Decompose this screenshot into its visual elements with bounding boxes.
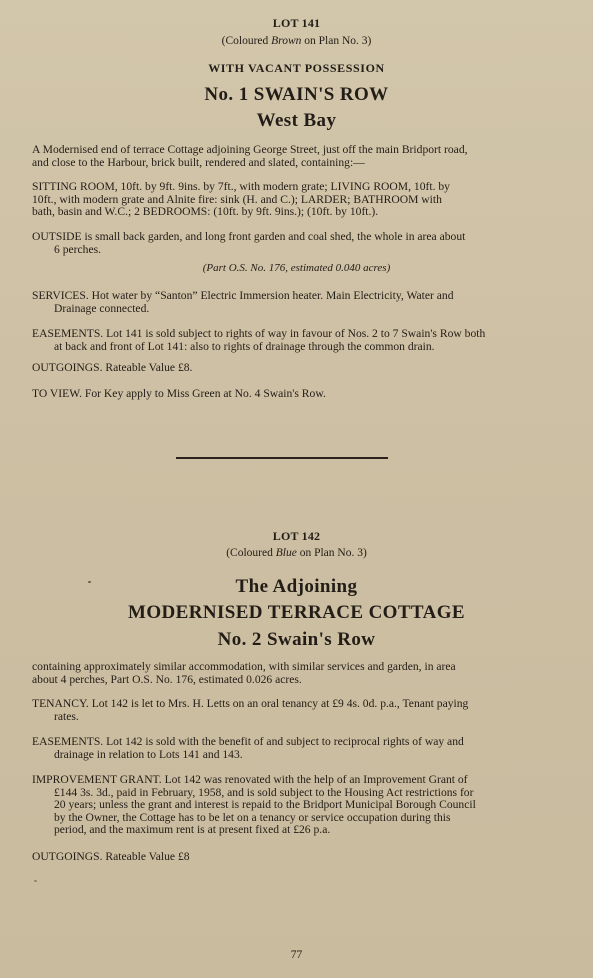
lot-142-contains: containing approximately similar accommodation, with similar services and garden, in area about 4 perches, Part O.S. No. 176, estimated 0.026 acres. bbox=[32, 660, 456, 686]
lot-142-subtitle: (Coloured Blue on Plan No. 3) bbox=[226, 547, 367, 559]
lot-141-heading: No. 1 SWAIN'S ROW bbox=[204, 84, 389, 105]
lot-141-services: SERVICES. Hot water by “Santon” Electric Immersion heater. Main Electricity, Water and Drainage connected. bbox=[32, 289, 454, 315]
lot-141-os-note: (Part O.S. No. 176, estimated 0.040 acres) bbox=[202, 262, 391, 274]
lot-142-heading-cottage: MODERNISED TERRACE COTTAGE bbox=[128, 602, 465, 623]
paper-speck bbox=[34, 880, 37, 882]
lot-142-improvement-grant: IMPROVEMENT GRANT. Lot 142 was renovated with the help of an Improvement Grant of £144 3s. 3d., paid in February, 1958, and is sold subject to the Housing Act restrictions for 20 years; unless the grant and interest is repaid to the Bridport Municipal Borough Council by the Owner, the Cottage has to be let on a tenancy or service occupation during this period, and the maximum rent is at present fixed at £26 p.a. bbox=[32, 773, 476, 836]
lot-141-location: West Bay bbox=[256, 110, 337, 131]
lot-141-title: LOT 141 bbox=[272, 16, 321, 30]
section-divider bbox=[176, 457, 388, 459]
lot-141-outgoings: OUTGOINGS. Rateable Value £8. bbox=[32, 361, 193, 374]
lot-141-intro: A Modernised end of terrace Cottage adjoining George Street, just off the main Bridport road, and close to the Harbour, brick built, rendered and slated, containing:— bbox=[32, 143, 468, 169]
page-number: 77 bbox=[290, 949, 303, 961]
lot-141-easements: EASEMENTS. Lot 141 is sold subject to rights of way in favour of Nos. 2 to 7 Swain's Row both at back and front of Lot 141: also to rights of drainage through the common drain. bbox=[32, 327, 486, 353]
paper-speck bbox=[88, 581, 91, 583]
lot-141-rooms: SITTING ROOM, 10ft. by 9ft. 9ins. by 7ft., with modern grate; LIVING ROOM, 10ft. by 10ft., with modern grate and Alnite fire: sink (H. and C.); LARDER; BATHROOM with bath, basin and W.C.; 2 BEDROOMS: (10ft. by 9ft. 9ins.); (10ft. by 10ft.). bbox=[32, 180, 450, 218]
lot-141-subtitle: (Coloured Brown on Plan No. 3) bbox=[221, 35, 372, 47]
lot-141-to-view: TO VIEW. For Key apply to Miss Green at No. 4 Swain's Row. bbox=[32, 387, 326, 400]
lot-141-outside: OUTSIDE is small back garden, and long front garden and coal shed, the whole in area about 6 perches. bbox=[32, 230, 466, 256]
lot-142-tenancy: TENANCY. Lot 142 is let to Mrs. H. Letts on an oral tenancy at £9 4s. 0d. p.a., Tenant paying rates. bbox=[32, 697, 469, 723]
lot-142-heading-adjoining: The Adjoining bbox=[235, 576, 358, 597]
vacant-possession-label: WITH VACANT POSSESSION bbox=[208, 61, 385, 75]
lot-142-easements: EASEMENTS. Lot 142 is sold with the benefit of and subject to reciprocal rights of way and drainage in relation to Lots 141 and 143. bbox=[32, 735, 464, 761]
lot-142-title: LOT 142 bbox=[272, 529, 321, 543]
lot-142-outgoings: OUTGOINGS. Rateable Value £8 bbox=[32, 850, 190, 863]
lot-142-heading-address: No. 2 Swain's Row bbox=[217, 629, 376, 650]
